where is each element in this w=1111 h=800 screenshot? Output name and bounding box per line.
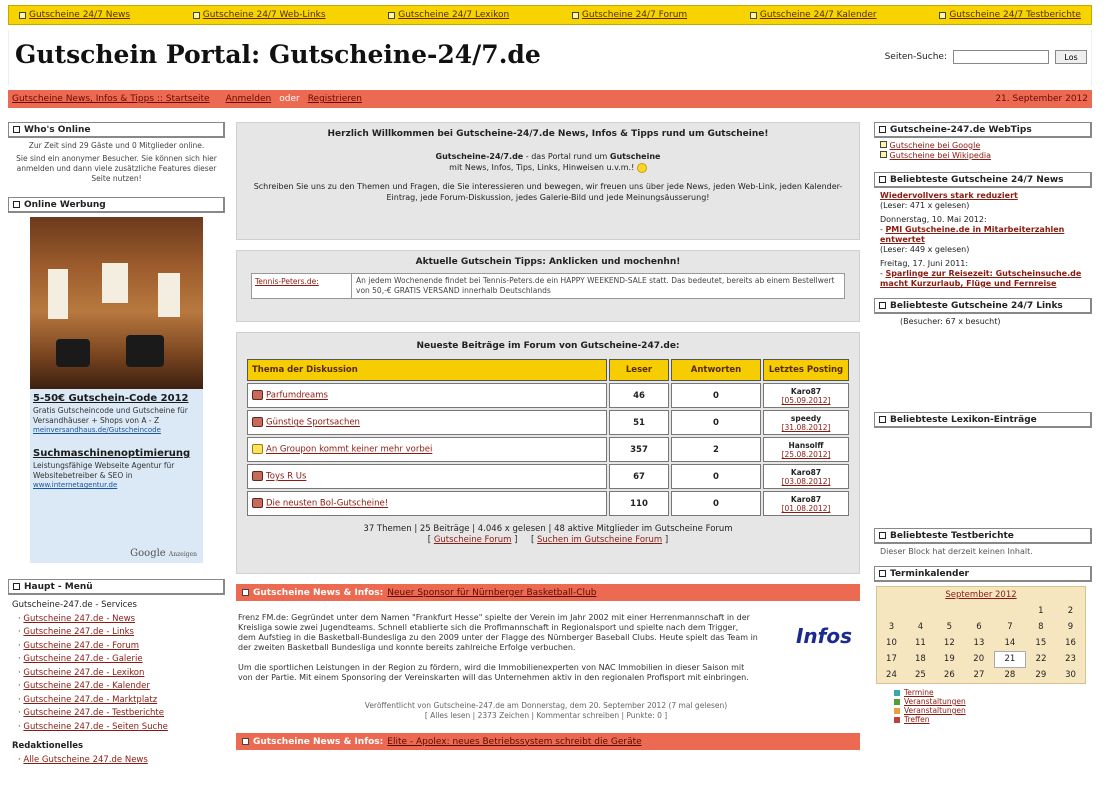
smiley-icon <box>637 163 647 173</box>
ad-image[interactable] <box>30 217 203 389</box>
news-item <box>236 733 860 750</box>
legend-label: Treffen <box>904 715 930 724</box>
table-row: Parfumdreams 46 0 Karo87 [05.09.2012] <box>247 383 849 408</box>
news-meta: Veröffentlicht von Gutscheine-247.de am Donnerstag, dem 20. September 2012 (7 mal gelesen) [ Alles lesen | 2373 Zeichen | Kommentar schreiben | Punkte: 0 ] <box>364 701 728 720</box>
col-last-post: Letztes Posting <box>763 359 849 381</box>
col-antworten: Antworten <box>671 359 761 381</box>
bullet-icon <box>750 12 757 19</box>
legend-swatch-icon <box>894 699 900 705</box>
forum-table <box>245 357 851 518</box>
calendar-day[interactable]: 21 <box>994 651 1026 667</box>
menu-item-galerie[interactable]: Gutscheine 247.de - Galerie <box>23 654 143 664</box>
legend-label: Veranstaltungen <box>904 697 966 706</box>
topic-link[interactable]: Parfumdreams <box>266 390 328 401</box>
bullet-icon <box>880 151 887 158</box>
redaktion-heading: Redaktionelles <box>12 741 84 751</box>
topnav-news[interactable]: Gutscheine 24/7 News <box>19 10 130 20</box>
block-icon <box>13 201 20 208</box>
bullet-icon <box>388 12 395 19</box>
anon-notice: Sie sind ein anonymer Besucher. Sie können sich hier anmelden und dann viele zusätzliche Features dieser Seite nutzen! <box>16 154 217 183</box>
legend-swatch-icon <box>894 690 900 696</box>
calendar-day[interactable]: 25 <box>914 670 926 680</box>
popular-links-meta: (Besucher: 67 x besucht) <box>900 317 1001 326</box>
table-row: An Groupon kommt keiner mehr vorbei 357 2 Hansolff [25.08.2012] <box>247 437 849 462</box>
calendar-day[interactable]: 18 <box>914 654 926 664</box>
topic-link[interactable]: Toys R Us <box>266 471 307 482</box>
menu-item-testberichte[interactable]: Gutscheine 247.de - Testberichte <box>23 708 164 718</box>
block-header-popular-news: Beliebteste Gutscheine 24/7 News <box>874 172 1092 188</box>
ad-block[interactable] <box>30 217 203 563</box>
infos-logo: Infos <box>795 624 852 648</box>
block-header-whos-online: Who's Online <box>8 122 225 138</box>
block-header-webtips: Gutscheine-247.de WebTips <box>874 122 1092 138</box>
block-icon <box>13 583 20 590</box>
oder-text: oder <box>279 94 300 104</box>
block-icon <box>879 570 886 577</box>
block-icon <box>879 532 886 539</box>
table-row: Die neusten Bol-Gutscheine! 110 0 Karo87 [01.08.2012] <box>247 491 849 516</box>
calendar-day[interactable]: 11 <box>914 638 926 648</box>
welcome-text: Schreiben Sie uns zu den Themen und Fragen, die Sie interessieren und bewegen, wir freuen uns über jede News, jeden Web-Link, jeden Kalender-Eintrag, jede Forum-Diskussion, jedes Galerie-Bild und jede Meinungsäusserung! <box>253 182 843 202</box>
top-navigation <box>8 5 1092 25</box>
tip-link[interactable]: Tennis-Peters.de: <box>255 277 319 286</box>
testberichte-empty: Dieser Block hat derzeit keinen Inhalt. <box>880 547 1033 556</box>
calendar-day[interactable]: 1 <box>1038 606 1044 616</box>
calendar-day[interactable]: 14 <box>1004 637 1016 648</box>
calendar-week <box>877 635 1085 651</box>
main-menu: Gutscheine-247.de - Services · Gutscheine 247.de - News · Gutscheine 247.de - Links · Gutscheine 247.de - Forum · Gutscheine 247.de - Galerie · Gutscheine 247.de - Lexikon · Gutscheine 247.de - Kalender · Gutscheine 247.de - Marktplatz · Gutscheine 247.de - Testberichte · Gutscheine 247.de - Seiten Suche Redaktionelles · Alle Gutscheine 247.de News <box>8 595 225 767</box>
topic-icon <box>252 390 263 400</box>
welcome-title: Herzlich Willkommen bei Gutscheine-24/7.de News, Infos & Tipps rund um Gutscheine! <box>327 129 769 139</box>
news-header: Gutscheine News & Infos: Neuer Sponsor für Nürnberger Basketball-Club <box>236 584 860 601</box>
topic-icon <box>252 471 263 481</box>
legend-item[interactable] <box>894 706 1072 715</box>
calendar-day[interactable]: 12 <box>943 638 955 648</box>
calendar-week <box>877 667 1085 683</box>
popular-news-link[interactable]: Wiedervollvers stark reduziert <box>880 191 1018 200</box>
site-header <box>8 30 1092 86</box>
main-content <box>236 122 860 750</box>
forum-panel <box>236 332 860 574</box>
topic-link[interactable]: Günstige Sportsachen <box>266 417 360 428</box>
table-row: Toys R Us 67 0 Karo87 [03.08.2012] <box>247 464 849 489</box>
menu-item-marktplatz[interactable]: Gutscheine 247.de - Marktplatz <box>23 694 158 705</box>
calendar-legend <box>874 684 1092 728</box>
calendar-month[interactable]: September 2012 <box>945 590 1017 600</box>
bullet-icon <box>939 12 946 19</box>
legend-swatch-icon <box>894 717 900 723</box>
news-text-2: Um die sportlichen Leistungen in der Region zu fördern, wird die Immobilienexperten von NAC Immobilien in dieser Saison mit von der Partie. Mit einem Sponsoring der Vereinskarten will das Unternehmen aktiv in den regionalen Profisport mit einbringen. <box>238 663 749 682</box>
block-icon <box>879 176 886 183</box>
calendar <box>876 586 1086 684</box>
register-link[interactable]: Registrieren <box>307 94 362 104</box>
breadcrumb-bar <box>8 90 1092 108</box>
calendar-day <box>877 603 906 619</box>
ad-title-1[interactable]: 5-50€ Gutschein-Code 2012 <box>33 393 189 404</box>
ad-text-1: Gratis Gutscheincode und Gutscheine für Versandhäuser + Shops von A - Z <box>33 406 188 425</box>
news-body <box>236 601 860 725</box>
calendar-day[interactable]: 16 <box>1065 638 1076 648</box>
legend-label: Termine <box>904 688 934 697</box>
calendar-week <box>877 651 1085 667</box>
webtip-wikipedia[interactable]: Gutscheine bei Wikipedia <box>889 151 992 160</box>
topic-icon <box>252 417 263 427</box>
calendar-day <box>935 603 964 619</box>
calendar-day[interactable]: 2 <box>1067 606 1074 616</box>
block-header-werbung: Online Werbung <box>8 197 225 213</box>
bullet-icon <box>193 12 200 19</box>
menu-heading: Gutscheine-247.de - Services <box>12 600 137 610</box>
topnav-forum[interactable]: Gutscheine 24/7 Forum <box>572 10 687 20</box>
table-row: Günstige Sportsachen 51 0 speedy [31.08.2012] <box>247 410 849 435</box>
topic-link[interactable]: An Groupon kommt keiner mehr vorbei <box>266 444 433 455</box>
legend-swatch-icon <box>894 708 900 714</box>
welcome-panel: Herzlich Willkommen bei Gutscheine-24/7.de News, Infos & Tipps rund um Gutscheine! Gutscheine-24/7.de - das Portal rund um Gutscheine mit News, Infos, Tips, Links, Hinweisen u.v.m.! Schreiben Sie uns zu den Themen und Fragen, die Sie interessieren und bewegen, wir freuen uns über jede News, jeden Web-Link, jeden Kalender-Eintrag, jede Forum-Diskussion, jedes Galerie-Bild und jede Meinungsäusserung! <box>236 122 860 240</box>
topic-link[interactable]: Die neusten Bol-Gutscheine! <box>266 498 389 509</box>
calendar-day[interactable]: 9 <box>1067 622 1074 632</box>
calendar-day[interactable]: 26 <box>943 670 955 680</box>
block-header-kalender: Terminkalender <box>874 566 1092 582</box>
ad-title-2[interactable]: Suchmaschinenoptimierung <box>33 448 191 459</box>
webtip-google[interactable]: Gutscheine bei Google <box>889 141 981 150</box>
legend-item[interactable] <box>894 697 1072 706</box>
calendar-day[interactable]: 7 <box>1007 622 1013 632</box>
calendar-day[interactable]: 13 <box>973 638 985 648</box>
current-date: 21. September 2012 <box>995 94 1088 104</box>
block-header-popular-links: Beliebteste Gutscheine 24/7 Links <box>874 298 1092 314</box>
block-icon <box>242 738 249 745</box>
calendar-day[interactable]: 23 <box>1065 654 1076 664</box>
hot-topic-icon <box>252 444 263 454</box>
calendar-day[interactable]: 3 <box>888 622 895 632</box>
search-label: Seiten-Suche: <box>884 52 947 62</box>
breadcrumb[interactable]: Gutscheine News, Infos & Tipps :: Startseite <box>12 94 210 104</box>
topnav-testberichte[interactable]: Gutscheine 24/7 Testberichte <box>939 10 1081 20</box>
news-title-link[interactable]: Elite - Apolex: neues Betriebssystem schreibt die Geräte <box>387 736 642 747</box>
forum-stats: 37 Themen | 25 Beiträge | 4.046 x gelesen | 48 aktive Mitglieder im Gutscheine Forum [ Gutscheine Forum ] [ Suchen im Gutscheine Forum ] <box>363 524 733 545</box>
col-topic: Thema der Diskussion <box>247 359 607 381</box>
right-sidebar <box>874 122 1092 728</box>
block-icon <box>13 126 20 133</box>
ad-brand: Google Anzeigen <box>130 548 197 559</box>
menu-item-all-news[interactable]: Alle Gutscheine 247.de News <box>23 754 148 765</box>
webtips-list <box>874 138 1092 164</box>
calendar-day[interactable]: 6 <box>976 622 982 632</box>
forum-link[interactable]: Gutscheine Forum <box>433 535 512 545</box>
calendar-week <box>877 603 1085 619</box>
calendar-day[interactable]: 28 <box>1004 670 1016 681</box>
calendar-day <box>994 603 1026 619</box>
login-link[interactable]: Anmelden <box>225 94 272 104</box>
calendar-day <box>964 603 994 619</box>
block-header-testberichte: Beliebteste Testberichte <box>874 528 1092 544</box>
calendar-day[interactable]: 29 <box>1035 670 1047 680</box>
topic-icon <box>252 498 263 508</box>
ad-url-1[interactable]: meinversandhaus.de/Gutscheincode <box>33 426 161 434</box>
tip-text: An jedem Wochenende findet bei Tennis-Peters.de ein HAPPY WEEKEND-SALE statt. Das bedeutet, bereits ab einem Bestellwert von 50,-€ GRATIS VERSAND innerhalb Deutschlands <box>356 276 835 295</box>
topnav-kalender[interactable]: Gutscheine 24/7 Kalender <box>750 10 877 20</box>
calendar-day[interactable]: 4 <box>917 622 924 632</box>
tips-panel <box>236 250 860 322</box>
topnav-links[interactable]: Gutscheine 24/7 Web-Links <box>193 10 326 20</box>
calendar-day[interactable]: 22 <box>1035 654 1047 664</box>
news-header: Gutscheine News & Infos: Elite - Apolex: neues Betriebssystem schreibt die Geräte <box>236 733 860 750</box>
menu-item-lexikon[interactable]: Gutscheine 247.de - Lexikon <box>23 667 145 678</box>
calendar-grid <box>877 603 1085 683</box>
calendar-day[interactable]: 5 <box>946 622 953 632</box>
calendar-day[interactable]: 24 <box>886 670 897 680</box>
news-title-link[interactable]: Neuer Sponsor für Nürnberger Basketball-Club <box>387 587 597 598</box>
menu-item-kalender[interactable]: Gutscheine 247.de - Kalender <box>23 681 150 691</box>
search-input[interactable] <box>953 50 1049 64</box>
legend-item[interactable] <box>894 688 1072 697</box>
site-search <box>885 50 1087 64</box>
calendar-week <box>877 619 1085 635</box>
popular-news-list: Wiedervollvers stark reduziert (Leser: 471 x gelesen) Donnerstag, 10. Mai 2012: - PMI Gutscheine.de in Mitarbeiterzahlen entwertet (Leser: 449 x gelesen) Freitag, 17. Juni 2011: - Sparlinge zur Reisezeit: Gutscheinsuche.de macht Kurzurlaub, Flüge und Fernreise <box>880 191 1082 288</box>
calendar-day[interactable]: 27 <box>973 670 985 680</box>
calendar-day[interactable]: 15 <box>1035 638 1047 648</box>
left-sidebar <box>8 122 225 767</box>
calendar-day[interactable]: 10 <box>886 638 897 648</box>
bullet-icon <box>572 12 579 19</box>
bullet-icon <box>880 141 887 148</box>
bullet-icon <box>19 12 26 19</box>
news-text-1: Frenz FM.de: Gegründet unter dem Namen "Frankfurt Hesse" spielte der Verein im Jahr 2002 mit einer Herrenmannschaft in der Kreisliga sowie zwei Jugendteams. Schnell etablierte sich die Profimannschaft in Regionalsport und spielte nach dem Trigger, dem Aufstieg in die Basketball-Bundesliga zu den 2009 unter der Flagge des Nürnberger Baseball Clubs. Heute spielt das Team in der zweiten Basketball Bundesliga und konnte bereits zahlreiche Erfolge verbuchen. <box>238 613 758 652</box>
ad-url-2[interactable]: www.internetagentur.de <box>33 481 118 489</box>
topnav-lexikon[interactable]: Gutscheine 24/7 Lexikon <box>388 10 509 20</box>
popular-news-link[interactable]: PMI Gutscheine.de in Mitarbeiterzahlen entwertet <box>880 225 1065 244</box>
block-icon <box>879 126 886 133</box>
calendar-day <box>906 603 935 619</box>
menu-item-news[interactable]: Gutscheine 247.de - News <box>23 613 136 624</box>
col-leser: Leser <box>609 359 669 381</box>
search-button[interactable]: Los <box>1055 50 1087 64</box>
legend-label: Veranstaltungen <box>904 706 966 715</box>
forum-search-link[interactable]: Suchen im Gutscheine Forum <box>537 535 663 545</box>
calendar-day[interactable]: 8 <box>1038 622 1044 632</box>
menu-item-forum[interactable]: Gutscheine 247.de - Forum <box>23 640 140 651</box>
block-header-lexikon: Beliebteste Lexikon-Einträge <box>874 412 1092 428</box>
calendar-day[interactable]: 30 <box>1065 670 1076 680</box>
calendar-day[interactable]: 20 <box>973 654 985 664</box>
calendar-day[interactable]: 19 <box>943 654 955 664</box>
calendar-day[interactable]: 17 <box>886 654 897 664</box>
block-icon <box>879 302 886 309</box>
forum-title: Neueste Beiträge im Forum von Gutscheine-247.de: <box>416 341 680 351</box>
news-item <box>236 584 860 725</box>
block-header-menu: Haupt - Menü <box>8 579 225 595</box>
legend-item[interactable] <box>894 715 1072 724</box>
menu-item-suche[interactable]: Gutscheine 247.de - Seiten Suche <box>23 721 168 732</box>
menu-item-links[interactable]: Gutscheine 247.de - Links <box>23 627 134 637</box>
tips-title: Aktuelle Gutschein Tipps: Anklicken und mochenhn! <box>415 257 681 267</box>
site-title[interactable]: Gutschein Portal: Gutscheine-24/7.de <box>15 40 541 69</box>
popular-news-link[interactable]: Sparlinge zur Reisezeit: Gutscheinsuche.de macht Kurzurlaub, Flüge und Fernreise <box>880 269 1082 288</box>
tip-row <box>251 273 845 299</box>
ad-text-2: Leistungsfähige Webseite Agentur für Websitebetreiber & SEO in <box>33 461 175 480</box>
online-count: Zur Zeit sind 29 Gäste und 0 Mitglieder online. <box>28 141 205 150</box>
block-icon <box>242 589 249 596</box>
block-icon <box>879 416 886 423</box>
